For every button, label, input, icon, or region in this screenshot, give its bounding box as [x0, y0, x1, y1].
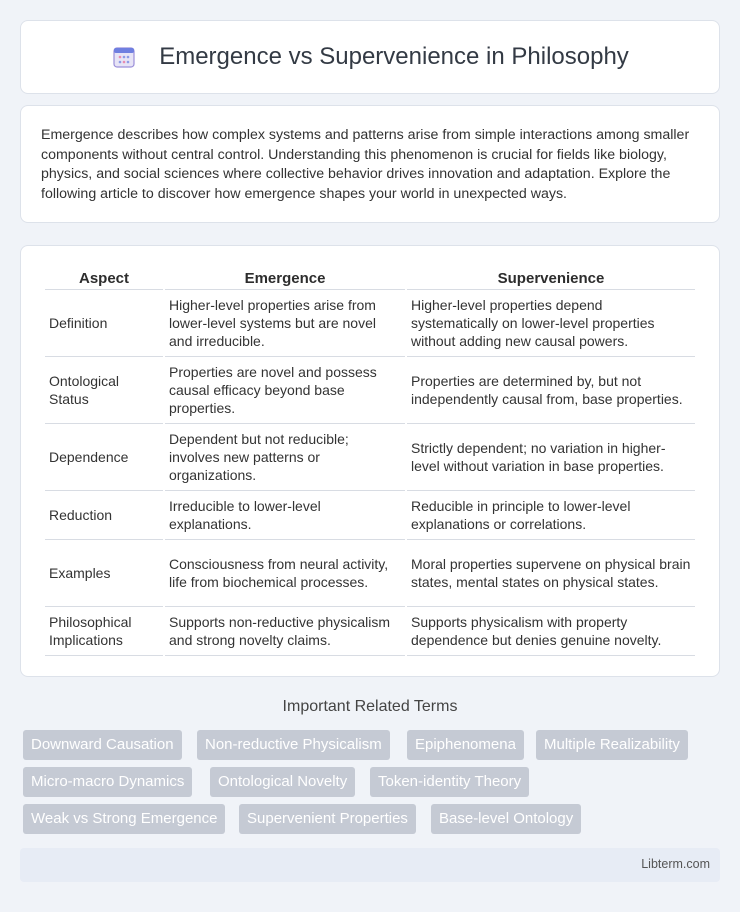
emergence-cell: Dependent but not reducible; involves new patterns or organizations. [165, 424, 405, 491]
tag-token-identity-theory[interactable]: Token-identity Theory [370, 767, 529, 797]
supervenience-cell: Higher-level properties depend systematically on lower-level properties without adding new causal powers. [407, 290, 695, 357]
tag-weak-vs-strong-emergence[interactable]: Weak vs Strong Emergence [23, 804, 225, 834]
table-row [45, 540, 695, 607]
intro-text: Emergence describes how complex systems and patterns arise from simple interactions among smaller components without central control. Understanding this phenomenon is crucial for fields like biology, physics, and social sciences where collective behavior drives innovation and adaptation. Explore the following article to discover how emergence shapes your world in unexpected ways. [41, 127, 690, 202]
aspect-cell: Reduction [45, 491, 163, 540]
header-supervenience: Supervenience [407, 266, 695, 290]
supervenience-cell: Reducible in principle to lower-level explanations or correlations. [407, 491, 695, 540]
table-header-row [45, 266, 695, 290]
page-title: Emergence vs Supervenience in Philosophy [159, 43, 629, 70]
tag-epiphenomena[interactable]: Epiphenomena [407, 730, 524, 760]
comparison-table-card [20, 245, 720, 677]
tag-multiple-realizability[interactable]: Multiple Realizability [536, 730, 688, 760]
related-terms-title: Important Related Terms [282, 698, 458, 715]
aspect-cell: Definition [45, 290, 163, 357]
table-row [45, 491, 695, 540]
emergence-cell: Irreducible to lower-level explanations. [165, 491, 405, 540]
intro-card [20, 105, 720, 223]
table-row [45, 424, 695, 491]
supervenience-cell: Moral properties supervene on physical brain states, mental states on physical states. [407, 540, 695, 607]
emergence-cell: Consciousness from neural activity, life from biochemical processes. [165, 540, 405, 607]
aspect-cell: Examples [45, 540, 163, 607]
table-row [45, 607, 695, 656]
emergence-cell: Supports non-reductive physicalism and strong novelty claims. [165, 607, 405, 656]
footer [20, 848, 720, 882]
supervenience-cell: Strictly dependent; no variation in higher-level without variation in base properties. [407, 424, 695, 491]
calendar-icon [111, 44, 137, 70]
tag-supervenient-properties[interactable]: Supervenient Properties [239, 804, 416, 834]
aspect-cell: Philosophical Implications [45, 607, 163, 656]
aspect-cell: Ontological Status [45, 357, 163, 424]
tag-base-level-ontology[interactable]: Base-level Ontology [431, 804, 581, 834]
header-aspect: Aspect [45, 266, 163, 290]
tag-micro-macro-dynamics[interactable]: Micro-macro Dynamics [23, 767, 192, 797]
footer-brand-link[interactable]: Libterm.com [641, 857, 710, 871]
header-card [20, 20, 720, 94]
emergence-cell: Properties are novel and possess causal efficacy beyond base properties. [165, 357, 405, 424]
supervenience-cell: Supports physicalism with property dependence but denies genuine novelty. [407, 607, 695, 656]
comparison-table [43, 266, 697, 656]
tag-non-reductive-physicalism[interactable]: Non-reductive Physicalism [197, 730, 390, 760]
table-row [45, 290, 695, 357]
tag-downward-causation[interactable]: Downward Causation [23, 730, 182, 760]
aspect-cell: Dependence [45, 424, 163, 491]
emergence-cell: Higher-level properties arise from lower-level systems but are novel and irreducible. [165, 290, 405, 357]
supervenience-cell: Properties are determined by, but not independently causal from, base properties. [407, 357, 695, 424]
table-row [45, 357, 695, 424]
tag-ontological-novelty[interactable]: Ontological Novelty [210, 767, 355, 797]
header-emergence: Emergence [165, 266, 405, 290]
